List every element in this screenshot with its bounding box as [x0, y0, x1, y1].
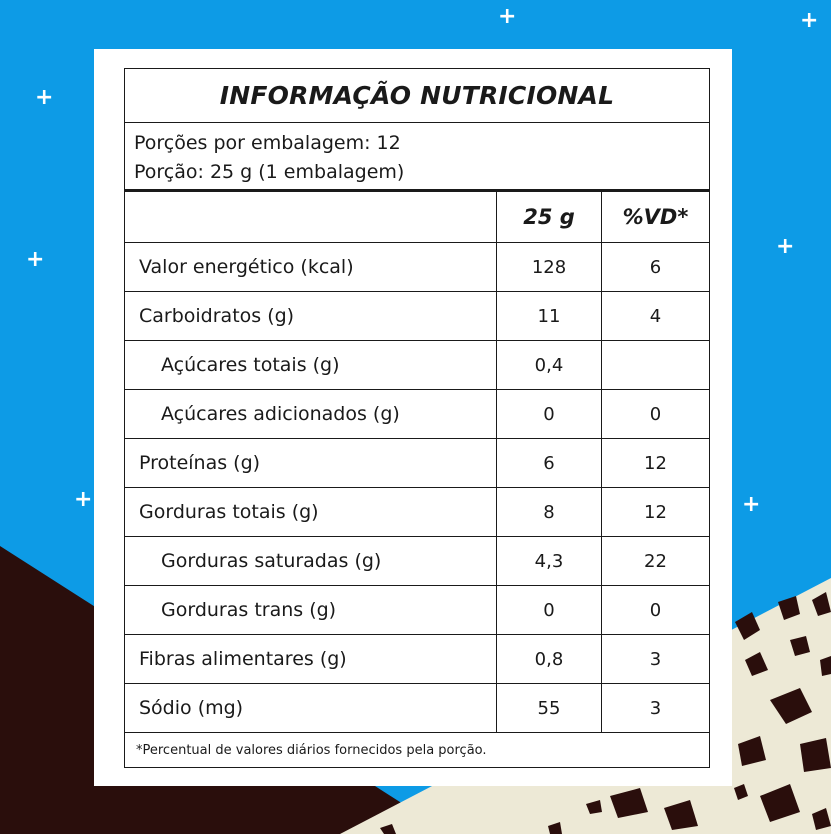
nutrient-dv: 0	[649, 403, 662, 425]
nutrient-amount: 128	[497, 243, 602, 291]
nutrient-amount: 11	[497, 292, 602, 340]
nutrient-amount: 8	[497, 488, 602, 536]
portion-info	[125, 123, 709, 192]
nutrient-rows	[125, 243, 709, 733]
nutrient-amount: 0	[497, 390, 602, 438]
footnote: *Percentual de valores diários fornecidos pela porção.	[136, 742, 487, 758]
table-row	[125, 586, 709, 635]
nutrient-name: Gorduras saturadas (g)	[125, 537, 497, 585]
table-row	[125, 537, 709, 586]
table-row	[125, 341, 709, 390]
servings-per-package: Porções por embalagem: 12	[134, 132, 401, 154]
table-row	[125, 635, 709, 684]
plus-sparkle-icon: +	[776, 234, 795, 259]
nutrient-dv: 0	[649, 599, 662, 621]
plus-sparkle-icon: +	[498, 4, 517, 29]
nutrient-name: Sódio (mg)	[125, 684, 497, 732]
plus-sparkle-icon: +	[800, 8, 819, 33]
header-amount: 25 g	[497, 192, 602, 242]
nutrient-name: Valor energético (kcal)	[125, 243, 497, 291]
nutrient-name: Açúcares adicionados (g)	[125, 390, 497, 438]
nutrient-amount: 55	[497, 684, 602, 732]
nutrient-dv: 3	[649, 697, 662, 719]
nutrient-name: Fibras alimentares (g)	[125, 635, 497, 683]
table-row	[125, 243, 709, 292]
nutrient-name: Proteínas (g)	[125, 439, 497, 487]
table-row	[125, 439, 709, 488]
nutrient-dv: 22	[644, 550, 667, 572]
nutrient-dv: 4	[649, 305, 662, 327]
nutrient-dv: 6	[649, 256, 662, 278]
serving-size: Porção: 25 g (1 embalagem)	[134, 161, 405, 183]
nutrient-amount: 0,4	[497, 341, 602, 389]
nutrient-name: Gorduras totais (g)	[125, 488, 497, 536]
nutrient-dv: 3	[649, 648, 662, 670]
nutrient-name: Açúcares totais (g)	[125, 341, 497, 389]
table-header	[125, 192, 709, 243]
nutrition-card	[94, 49, 732, 786]
nutrient-dv: 12	[644, 501, 667, 523]
plus-sparkle-icon: +	[35, 85, 54, 110]
nutrition-table	[124, 68, 710, 768]
nutrient-amount: 4,3	[497, 537, 602, 585]
nutrient-amount: 0	[497, 586, 602, 634]
plus-sparkle-icon: +	[742, 492, 761, 517]
table-row	[125, 390, 709, 439]
label-title: INFORMAÇÃO NUTRICIONAL	[125, 69, 709, 123]
nutrient-dv: 12	[644, 452, 667, 474]
plus-sparkle-icon: +	[74, 487, 93, 512]
header-dv: %VD*	[622, 205, 689, 229]
table-row	[125, 292, 709, 341]
table-row	[125, 684, 709, 733]
table-row	[125, 488, 709, 537]
plus-sparkle-icon: +	[26, 247, 45, 272]
header-blank	[125, 192, 497, 242]
nutrient-amount: 0,8	[497, 635, 602, 683]
nutrient-amount: 6	[497, 439, 602, 487]
nutrient-dv	[602, 341, 709, 389]
nutrient-name: Carboidratos (g)	[125, 292, 497, 340]
nutrient-name: Gorduras trans (g)	[125, 586, 497, 634]
